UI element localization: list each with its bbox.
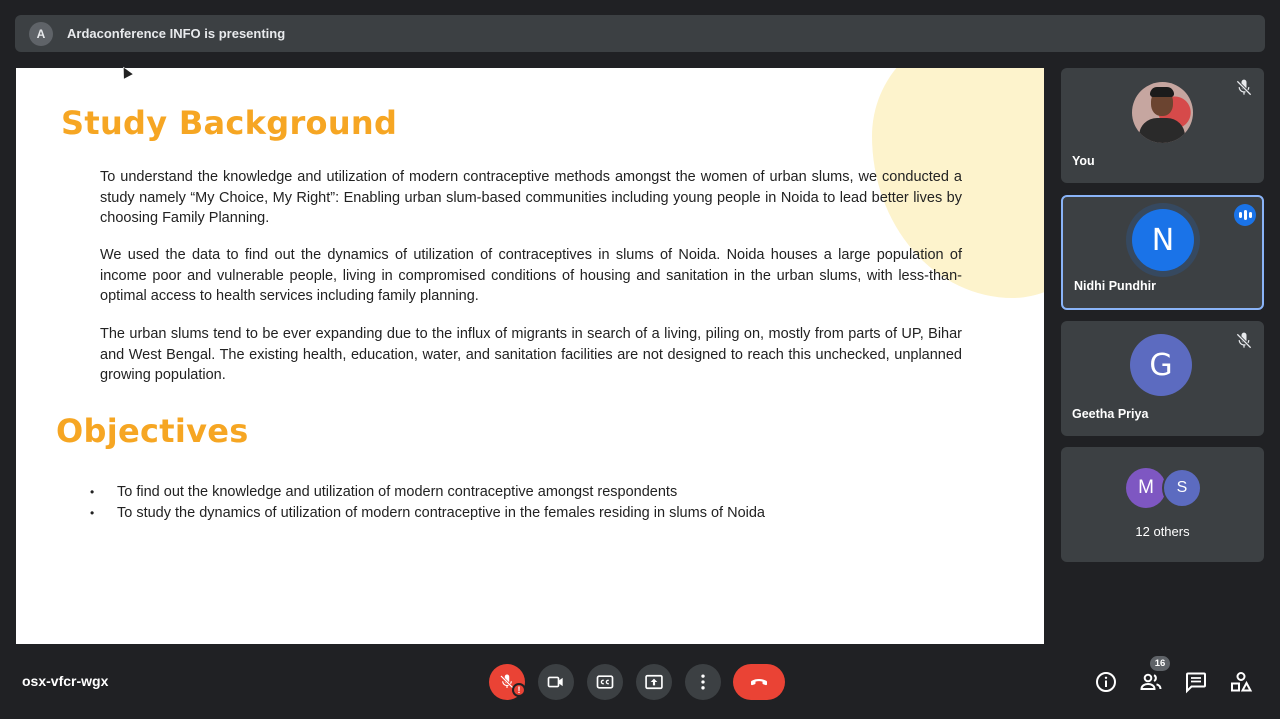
meeting-code: osx-vfcr-wgx [22,673,109,689]
objective-text: To study the dynamics of utilization of modern contraceptive in the females residing in slums of Noida [117,505,765,521]
participant-tile-you[interactable] [1061,68,1264,183]
captions-icon [595,672,615,692]
leave-call-button[interactable] [733,664,785,700]
info-icon [1094,670,1118,694]
avatar [1132,82,1193,143]
camera-icon [546,672,566,692]
speaking-indicator-icon [1234,204,1256,226]
avatar: S [1162,468,1202,508]
end-call-icon [747,670,771,694]
list-item [90,482,765,503]
chat-button[interactable] [1183,669,1209,695]
participant-tile-others[interactable] [1061,447,1264,562]
slide-paragraph: The urban slums tend to be ever expanding due to the influx of migrants in search of a living, piling on, mostly from parts of UP, Bihar and West Bengal. The existing health, education, water, and sanitation facilities are not designed to reach this unchecked, unplanned growing population. [100,326,962,383]
activities-icon [1229,670,1253,694]
mic-off-icon [1234,331,1254,351]
participant-name: Geetha Priya [1072,407,1149,421]
captions-button[interactable] [587,664,623,700]
participant-name: Nidhi Pundhir [1074,279,1156,293]
presenting-banner [15,15,1265,52]
presenting-text: Ardaconference INFO is presenting [67,26,286,41]
participant-name: You [1072,154,1095,168]
participant-tile-geetha-priya[interactable] [1061,321,1264,436]
chat-icon [1184,670,1208,694]
slide-heading-study-background: Study Background [61,104,398,142]
participant-count-badge: 16 [1150,656,1170,671]
presenter-avatar: A [29,22,53,46]
slide-heading-objectives: Objectives [56,412,249,450]
avatar: M [1126,468,1166,508]
presentation-slide [16,68,1044,644]
avatar: G [1130,334,1192,396]
camera-toggle-button[interactable] [538,664,574,700]
meeting-details-button[interactable] [1093,669,1119,695]
avatar: N [1132,209,1194,271]
participants-button[interactable] [1138,669,1164,695]
people-icon [1139,670,1163,694]
bullet: • [90,485,95,499]
list-item [90,503,765,524]
present-icon [644,672,664,692]
more-icon [693,672,713,692]
more-options-button[interactable] [685,664,721,700]
mic-alert-badge: ! [512,683,526,697]
bullet: • [90,506,95,520]
slide-paragraph: To understand the knowledge and utilization of modern contraceptive methods amongst the women of urban slums, we conducted a study namely “My Choice, My Right”: Enabling urban slum-based communities including young people in Noida to lead better lives by choosing Family Planning. [100,169,962,226]
objectives-list [90,482,765,524]
objective-text: To find out the knowledge and utilization of modern contraceptive amongst respondents [117,484,678,500]
present-now-button[interactable] [636,664,672,700]
others-count-label: 12 others [1135,524,1190,539]
activities-button[interactable] [1228,669,1254,695]
slide-paragraph: We used the data to find out the dynamics of utilization of contraceptives in slums of Noida. Noida houses a large population of income poor and vulnerable people, living in compromised conditions of housing and sanitation in the urban slums, with less-than-optimal access to health services including family planning. [100,247,962,304]
microphone-toggle-button[interactable] [489,664,525,700]
participant-tile-nidhi-pundhir[interactable] [1061,195,1264,310]
mic-off-icon [1234,78,1254,98]
